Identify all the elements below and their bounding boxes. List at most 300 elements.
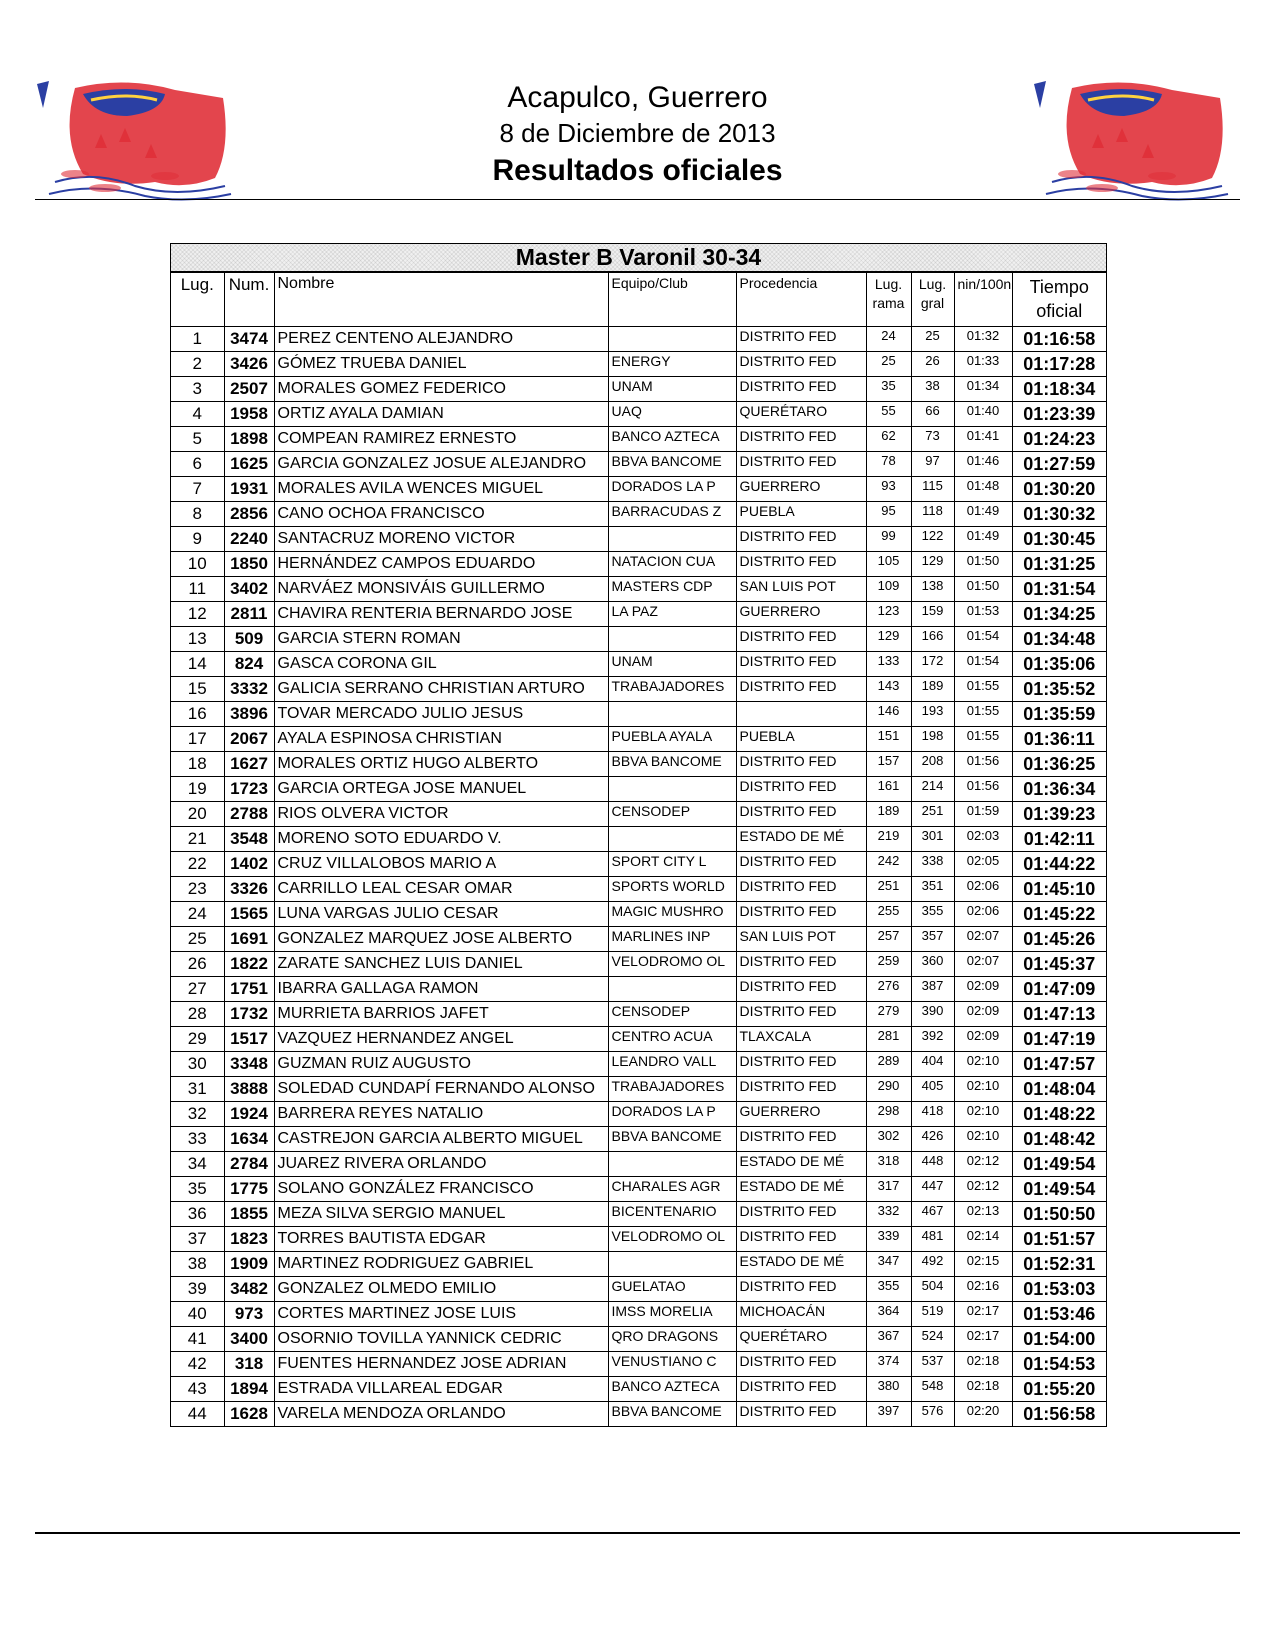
table-row xyxy=(171,852,1106,877)
cell-procedencia: SAN LUIS POT xyxy=(736,927,866,952)
cell-tiempo: 01:47:19 xyxy=(1012,1027,1106,1052)
cell-nombre: AYALA ESPINOSA CHRISTIAN xyxy=(274,727,608,752)
cell-lug-gral: 115 xyxy=(911,477,954,502)
cell-tiempo: 01:36:25 xyxy=(1012,752,1106,777)
cell-lug-rama: 374 xyxy=(866,1352,911,1377)
cell-procedencia: DISTRITO FED xyxy=(736,802,866,827)
cell-lug: 11 xyxy=(171,577,224,602)
cell-pace: 01:59 xyxy=(954,802,1012,827)
cell-nombre: HERNÁNDEZ CAMPOS EDUARDO xyxy=(274,552,608,577)
cell-lug-gral: 492 xyxy=(911,1252,954,1277)
table-row xyxy=(171,702,1106,727)
cell-pace: 02:15 xyxy=(954,1252,1012,1277)
cell-tiempo: 01:18:34 xyxy=(1012,377,1106,402)
col-header-tiempo xyxy=(1012,273,1106,327)
cell-lug-rama: 367 xyxy=(866,1327,911,1352)
table-row xyxy=(171,427,1106,452)
cell-nombre: CASTREJON GARCIA ALBERTO MIGUEL xyxy=(274,1127,608,1152)
cell-tiempo: 01:42:11 xyxy=(1012,827,1106,852)
cell-tiempo: 01:47:57 xyxy=(1012,1052,1106,1077)
table-row xyxy=(171,552,1106,577)
cell-nombre: IBARRA GALLAGA RAMON xyxy=(274,977,608,1002)
cell-tiempo: 01:35:06 xyxy=(1012,652,1106,677)
cell-nombre: MORALES GOMEZ FEDERICO xyxy=(274,377,608,402)
cell-tiempo: 01:31:25 xyxy=(1012,552,1106,577)
cell-procedencia: DISTRITO FED xyxy=(736,1402,866,1427)
cell-nombre: MORALES AVILA WENCES MIGUEL xyxy=(274,477,608,502)
cell-nombre: VAZQUEZ HERNANDEZ ANGEL xyxy=(274,1027,608,1052)
cell-tiempo: 01:47:09 xyxy=(1012,977,1106,1002)
cell-lug: 37 xyxy=(171,1227,224,1252)
header-divider xyxy=(35,199,1240,200)
cell-num: 2507 xyxy=(224,377,274,402)
cell-pace: 02:20 xyxy=(954,1402,1012,1427)
cell-pace: 02:03 xyxy=(954,827,1012,852)
cell-pace: 02:14 xyxy=(954,1227,1012,1252)
cell-pace: 01:40 xyxy=(954,402,1012,427)
table-row xyxy=(171,352,1106,377)
cell-tiempo: 01:54:00 xyxy=(1012,1327,1106,1352)
cell-lug: 14 xyxy=(171,652,224,677)
page-title: Resultados oficiales xyxy=(492,154,783,187)
cell-num: 1931 xyxy=(224,477,274,502)
cell-lug: 28 xyxy=(171,1002,224,1027)
cell-pace: 01:46 xyxy=(954,452,1012,477)
table-row xyxy=(171,1352,1106,1377)
cell-tiempo: 01:24:23 xyxy=(1012,427,1106,452)
cell-equipo xyxy=(608,527,736,552)
cell-equipo: MAGIC MUSHRO xyxy=(608,902,736,927)
table-row xyxy=(171,1052,1106,1077)
cell-lug: 36 xyxy=(171,1202,224,1227)
cell-pace: 02:18 xyxy=(954,1352,1012,1377)
cell-procedencia: DISTRITO FED xyxy=(736,777,866,802)
col-header-pace: nin/100n xyxy=(954,273,1012,327)
cell-lug-gral: 360 xyxy=(911,952,954,977)
document-header xyxy=(0,80,1275,190)
results-body xyxy=(171,327,1106,1427)
cell-pace: 02:17 xyxy=(954,1302,1012,1327)
cell-nombre: GÓMEZ TRUEBA DANIEL xyxy=(274,352,608,377)
table-row xyxy=(171,727,1106,752)
cell-tiempo: 01:45:26 xyxy=(1012,927,1106,952)
cell-procedencia: DISTRITO FED xyxy=(736,377,866,402)
cell-lug-rama: 105 xyxy=(866,552,911,577)
cell-num: 1823 xyxy=(224,1227,274,1252)
cell-nombre: OSORNIO TOVILLA YANNICK CEDRIC xyxy=(274,1327,608,1352)
cell-lug-rama: 35 xyxy=(866,377,911,402)
table-row xyxy=(171,452,1106,477)
cell-equipo: CHARALES AGR xyxy=(608,1177,736,1202)
cell-nombre: RIOS OLVERA VICTOR xyxy=(274,802,608,827)
cell-equipo: BBVA BANCOME xyxy=(608,1402,736,1427)
cell-tiempo: 01:52:31 xyxy=(1012,1252,1106,1277)
cell-procedencia: DISTRITO FED xyxy=(736,327,866,352)
cell-procedencia xyxy=(736,702,866,727)
cell-pace: 02:17 xyxy=(954,1327,1012,1352)
cell-num: 3426 xyxy=(224,352,274,377)
cell-tiempo: 01:49:54 xyxy=(1012,1177,1106,1202)
cell-procedencia: DISTRITO FED xyxy=(736,1052,866,1077)
table-row xyxy=(171,977,1106,1002)
cell-lug-rama: 95 xyxy=(866,502,911,527)
cell-procedencia: QUERÉTARO xyxy=(736,402,866,427)
cell-pace: 01:56 xyxy=(954,752,1012,777)
cell-num: 1634 xyxy=(224,1127,274,1152)
cell-pace: 02:16 xyxy=(954,1277,1012,1302)
col-header-lug-gral-line2: gral xyxy=(920,295,945,311)
cell-lug: 22 xyxy=(171,852,224,877)
cell-lug-rama: 302 xyxy=(866,1127,911,1152)
cell-nombre: FUENTES HERNANDEZ JOSE ADRIAN xyxy=(274,1352,608,1377)
cell-tiempo: 01:51:57 xyxy=(1012,1227,1106,1252)
cell-nombre: MARTINEZ RODRIGUEZ GABRIEL xyxy=(274,1252,608,1277)
cell-tiempo: 01:50:50 xyxy=(1012,1202,1106,1227)
cell-equipo: CENSODEP xyxy=(608,802,736,827)
cell-num: 318 xyxy=(224,1352,274,1377)
cell-pace: 02:06 xyxy=(954,877,1012,902)
table-row xyxy=(171,1402,1106,1427)
cell-equipo: BANCO AZTECA xyxy=(608,1377,736,1402)
col-header-nombre: Nombre xyxy=(274,273,608,327)
cell-lug-rama: 146 xyxy=(866,702,911,727)
col-header-lug: Lug. xyxy=(171,273,224,327)
cell-nombre: SOLANO GONZÁLEZ FRANCISCO xyxy=(274,1177,608,1202)
cell-lug-rama: 380 xyxy=(866,1377,911,1402)
cell-nombre: CHAVIRA RENTERIA BERNARDO JOSE xyxy=(274,602,608,627)
table-row xyxy=(171,802,1106,827)
table-row xyxy=(171,502,1106,527)
cell-lug: 8 xyxy=(171,502,224,527)
cell-num: 1565 xyxy=(224,902,274,927)
table-row xyxy=(171,1002,1106,1027)
cell-lug-gral: 97 xyxy=(911,452,954,477)
cell-lug-gral: 467 xyxy=(911,1202,954,1227)
cell-tiempo: 01:45:10 xyxy=(1012,877,1106,902)
cell-lug-gral: 25 xyxy=(911,327,954,352)
cell-procedencia: GUERRERO xyxy=(736,602,866,627)
cell-num: 1402 xyxy=(224,852,274,877)
cell-equipo xyxy=(608,327,736,352)
table-row xyxy=(171,1177,1106,1202)
cell-pace: 02:09 xyxy=(954,1002,1012,1027)
cell-lug: 38 xyxy=(171,1252,224,1277)
cell-lug-rama: 161 xyxy=(866,777,911,802)
cell-num: 2788 xyxy=(224,802,274,827)
cell-lug-rama: 109 xyxy=(866,577,911,602)
table-row xyxy=(171,377,1106,402)
event-date: 8 de Diciembre de 2013 xyxy=(499,118,776,148)
cell-equipo: BBVA BANCOME xyxy=(608,1127,736,1152)
cell-pace: 02:09 xyxy=(954,1027,1012,1052)
cell-lug: 3 xyxy=(171,377,224,402)
cell-num: 1855 xyxy=(224,1202,274,1227)
table-row xyxy=(171,1227,1106,1252)
cell-pace: 02:07 xyxy=(954,927,1012,952)
cell-nombre: MURRIETA BARRIOS JAFET xyxy=(274,1002,608,1027)
table-row xyxy=(171,877,1106,902)
cell-lug-gral: 159 xyxy=(911,602,954,627)
cell-nombre: ESTRADA VILLAREAL EDGAR xyxy=(274,1377,608,1402)
cell-nombre: GARCIA GONZALEZ JOSUE ALEJANDRO xyxy=(274,452,608,477)
table-row xyxy=(171,1277,1106,1302)
cell-lug-rama: 317 xyxy=(866,1177,911,1202)
cell-procedencia: GUERRERO xyxy=(736,477,866,502)
cell-equipo: VELODROMO OL xyxy=(608,952,736,977)
cell-equipo: DORADOS LA P xyxy=(608,477,736,502)
cell-num: 2856 xyxy=(224,502,274,527)
cell-lug-rama: 289 xyxy=(866,1052,911,1077)
cell-tiempo: 01:39:23 xyxy=(1012,802,1106,827)
cell-tiempo: 01:30:20 xyxy=(1012,477,1106,502)
cell-lug: 19 xyxy=(171,777,224,802)
cell-pace: 02:10 xyxy=(954,1102,1012,1127)
cell-nombre: GASCA CORONA GIL xyxy=(274,652,608,677)
cell-pace: 02:10 xyxy=(954,1052,1012,1077)
cell-procedencia: QUERÉTARO xyxy=(736,1327,866,1352)
table-row xyxy=(171,677,1106,702)
cell-tiempo: 01:36:34 xyxy=(1012,777,1106,802)
cell-lug-rama: 318 xyxy=(866,1152,911,1177)
cell-tiempo: 01:16:58 xyxy=(1012,327,1106,352)
table-row xyxy=(171,1327,1106,1352)
cell-lug-gral: 390 xyxy=(911,1002,954,1027)
table-row xyxy=(171,1077,1106,1102)
cell-tiempo: 01:47:13 xyxy=(1012,1002,1106,1027)
table-row xyxy=(171,1302,1106,1327)
cell-nombre: CANO OCHOA FRANCISCO xyxy=(274,502,608,527)
cell-lug-rama: 364 xyxy=(866,1302,911,1327)
table-row xyxy=(171,577,1106,602)
cell-lug: 15 xyxy=(171,677,224,702)
cell-procedencia: SAN LUIS POT xyxy=(736,577,866,602)
cell-procedencia: MICHOACÁN xyxy=(736,1302,866,1327)
cell-tiempo: 01:36:11 xyxy=(1012,727,1106,752)
cell-lug: 5 xyxy=(171,427,224,452)
cell-lug-rama: 290 xyxy=(866,1077,911,1102)
table-row xyxy=(171,1202,1106,1227)
cell-nombre: SANTACRUZ MORENO VICTOR xyxy=(274,527,608,552)
cell-nombre: MEZA SILVA SERGIO MANUEL xyxy=(274,1202,608,1227)
cell-equipo: UNAM xyxy=(608,377,736,402)
cell-equipo: BARRACUDAS Z xyxy=(608,502,736,527)
cell-nombre: VARELA MENDOZA ORLANDO xyxy=(274,1402,608,1427)
cell-equipo: UAQ xyxy=(608,402,736,427)
cell-lug-rama: 143 xyxy=(866,677,911,702)
cell-tiempo: 01:30:32 xyxy=(1012,502,1106,527)
cell-lug-gral: 448 xyxy=(911,1152,954,1177)
cell-lug-gral: 548 xyxy=(911,1377,954,1402)
cell-procedencia: DISTRITO FED xyxy=(736,877,866,902)
cell-procedencia: DISTRITO FED xyxy=(736,852,866,877)
cell-num: 1627 xyxy=(224,752,274,777)
cell-pace: 02:09 xyxy=(954,977,1012,1002)
col-header-lug-gral xyxy=(911,273,954,327)
cell-procedencia: DISTRITO FED xyxy=(736,902,866,927)
cell-lug-rama: 99 xyxy=(866,527,911,552)
table-row xyxy=(171,952,1106,977)
cell-lug: 2 xyxy=(171,352,224,377)
cell-lug: 44 xyxy=(171,1402,224,1427)
cell-lug: 40 xyxy=(171,1302,224,1327)
cell-procedencia: ESTADO DE MÉ xyxy=(736,1152,866,1177)
cell-lug-gral: 357 xyxy=(911,927,954,952)
cell-equipo: SPORTS WORLD xyxy=(608,877,736,902)
cell-equipo: VENUSTIANO C xyxy=(608,1352,736,1377)
cell-lug-gral: 166 xyxy=(911,627,954,652)
cell-lug-rama: 251 xyxy=(866,877,911,902)
cell-lug: 1 xyxy=(171,327,224,352)
col-header-lug-gral-line1: Lug. xyxy=(918,276,947,292)
cell-procedencia: ESTADO DE MÉ xyxy=(736,1177,866,1202)
cell-tiempo: 01:49:54 xyxy=(1012,1152,1106,1177)
cell-nombre: ZARATE SANCHEZ LUIS DANIEL xyxy=(274,952,608,977)
cell-lug-rama: 332 xyxy=(866,1202,911,1227)
cell-num: 3348 xyxy=(224,1052,274,1077)
cell-num: 2240 xyxy=(224,527,274,552)
cell-lug: 30 xyxy=(171,1052,224,1077)
cell-lug: 7 xyxy=(171,477,224,502)
cell-lug-gral: 338 xyxy=(911,852,954,877)
cell-num: 2067 xyxy=(224,727,274,752)
cell-procedencia: DISTRITO FED xyxy=(736,1002,866,1027)
cell-nombre: GALICIA SERRANO CHRISTIAN ARTURO xyxy=(274,677,608,702)
col-header-lug-rama xyxy=(866,273,911,327)
cell-tiempo: 01:55:20 xyxy=(1012,1377,1106,1402)
cell-num: 1751 xyxy=(224,977,274,1002)
cell-nombre: BARRERA REYES NATALIO xyxy=(274,1102,608,1127)
cell-num: 3474 xyxy=(224,327,274,352)
cell-nombre: CORTES MARTINEZ JOSE LUIS xyxy=(274,1302,608,1327)
cell-num: 973 xyxy=(224,1302,274,1327)
cell-pace: 01:48 xyxy=(954,477,1012,502)
cell-lug: 43 xyxy=(171,1377,224,1402)
event-location: Acapulco, Guerrero xyxy=(507,81,768,114)
cell-tiempo: 01:34:25 xyxy=(1012,602,1106,627)
cell-equipo xyxy=(608,777,736,802)
cell-nombre: MORENO SOTO EDUARDO V. xyxy=(274,827,608,852)
table-row xyxy=(171,402,1106,427)
cell-equipo: NATACION CUA xyxy=(608,552,736,577)
cell-nombre: GARCIA STERN ROMAN xyxy=(274,627,608,652)
cell-lug: 26 xyxy=(171,952,224,977)
cell-lug: 25 xyxy=(171,927,224,952)
cell-tiempo: 01:48:22 xyxy=(1012,1102,1106,1127)
table-row xyxy=(171,1027,1106,1052)
cell-pace: 01:49 xyxy=(954,527,1012,552)
cell-pace: 01:34 xyxy=(954,377,1012,402)
cell-pace: 01:50 xyxy=(954,577,1012,602)
cell-num: 2811 xyxy=(224,602,274,627)
cell-lug: 39 xyxy=(171,1277,224,1302)
cell-procedencia: DISTRITO FED xyxy=(736,677,866,702)
cell-lug-gral: 524 xyxy=(911,1327,954,1352)
cell-equipo xyxy=(608,627,736,652)
cell-lug-gral: 118 xyxy=(911,502,954,527)
cell-equipo xyxy=(608,702,736,727)
cell-pace: 01:53 xyxy=(954,602,1012,627)
cell-lug-rama: 339 xyxy=(866,1227,911,1252)
cell-num: 3548 xyxy=(224,827,274,852)
cell-equipo: CENTRO ACUA xyxy=(608,1027,736,1052)
cell-lug-rama: 298 xyxy=(866,1102,911,1127)
cell-nombre: GUZMAN RUIZ AUGUSTO xyxy=(274,1052,608,1077)
cell-lug-gral: 404 xyxy=(911,1052,954,1077)
cell-num: 1628 xyxy=(224,1402,274,1427)
col-header-equipo: Equipo/Club xyxy=(608,273,736,327)
cell-lug-rama: 123 xyxy=(866,602,911,627)
cell-lug-gral: 387 xyxy=(911,977,954,1002)
cell-pace: 02:07 xyxy=(954,952,1012,977)
cell-procedencia: DISTRITO FED xyxy=(736,652,866,677)
cell-lug-gral: 26 xyxy=(911,352,954,377)
cell-procedencia: PUEBLA xyxy=(736,502,866,527)
col-header-lug-rama-line2: rama xyxy=(872,295,905,311)
cell-equipo xyxy=(608,1152,736,1177)
cell-pace: 01:55 xyxy=(954,702,1012,727)
cell-equipo: BANCO AZTECA xyxy=(608,427,736,452)
col-header-tiempo-line2: oficial xyxy=(1036,301,1083,321)
cell-tiempo: 01:35:52 xyxy=(1012,677,1106,702)
cell-equipo: QRO DRAGONS xyxy=(608,1327,736,1352)
cell-lug: 31 xyxy=(171,1077,224,1102)
cell-lug: 23 xyxy=(171,877,224,902)
cell-equipo: LA PAZ xyxy=(608,602,736,627)
cell-tiempo: 01:17:28 xyxy=(1012,352,1106,377)
cell-num: 3326 xyxy=(224,877,274,902)
cell-lug: 9 xyxy=(171,527,224,552)
cell-equipo: UNAM xyxy=(608,652,736,677)
table-row xyxy=(171,902,1106,927)
cell-lug-gral: 447 xyxy=(911,1177,954,1202)
cell-lug-rama: 189 xyxy=(866,802,911,827)
col-header-tiempo-line1: Tiempo xyxy=(1029,277,1089,297)
cell-procedencia: DISTRITO FED xyxy=(736,752,866,777)
cell-lug: 21 xyxy=(171,827,224,852)
cell-num: 1691 xyxy=(224,927,274,952)
cell-tiempo: 01:53:03 xyxy=(1012,1277,1106,1302)
cell-equipo xyxy=(608,827,736,852)
cell-lug-rama: 129 xyxy=(866,627,911,652)
cell-lug-gral: 214 xyxy=(911,777,954,802)
cell-num: 1732 xyxy=(224,1002,274,1027)
cell-num: 1723 xyxy=(224,777,274,802)
col-header-lug-rama-line1: Lug. xyxy=(874,276,903,292)
cell-nombre: GONZALEZ OLMEDO EMILIO xyxy=(274,1277,608,1302)
cell-lug-rama: 281 xyxy=(866,1027,911,1052)
cell-equipo: DORADOS LA P xyxy=(608,1102,736,1127)
cell-num: 2784 xyxy=(224,1152,274,1177)
cell-num: 1625 xyxy=(224,452,274,477)
cell-lug: 18 xyxy=(171,752,224,777)
cell-procedencia: TLAXCALA xyxy=(736,1027,866,1052)
cell-lug-rama: 93 xyxy=(866,477,911,502)
cell-equipo: GUELATAO xyxy=(608,1277,736,1302)
cell-procedencia: DISTRITO FED xyxy=(736,452,866,477)
cell-pace: 01:54 xyxy=(954,627,1012,652)
cell-lug-gral: 576 xyxy=(911,1402,954,1427)
cell-num: 3400 xyxy=(224,1327,274,1352)
cell-lug-gral: 301 xyxy=(911,827,954,852)
results-table xyxy=(171,272,1106,1426)
cell-num: 1958 xyxy=(224,402,274,427)
cell-procedencia: DISTRITO FED xyxy=(736,1277,866,1302)
cell-nombre: COMPEAN RAMIREZ ERNESTO xyxy=(274,427,608,452)
cell-lug-gral: 38 xyxy=(911,377,954,402)
cell-procedencia: DISTRITO FED xyxy=(736,527,866,552)
cell-procedencia: ESTADO DE MÉ xyxy=(736,827,866,852)
cell-nombre: JUAREZ RIVERA ORLANDO xyxy=(274,1152,608,1177)
